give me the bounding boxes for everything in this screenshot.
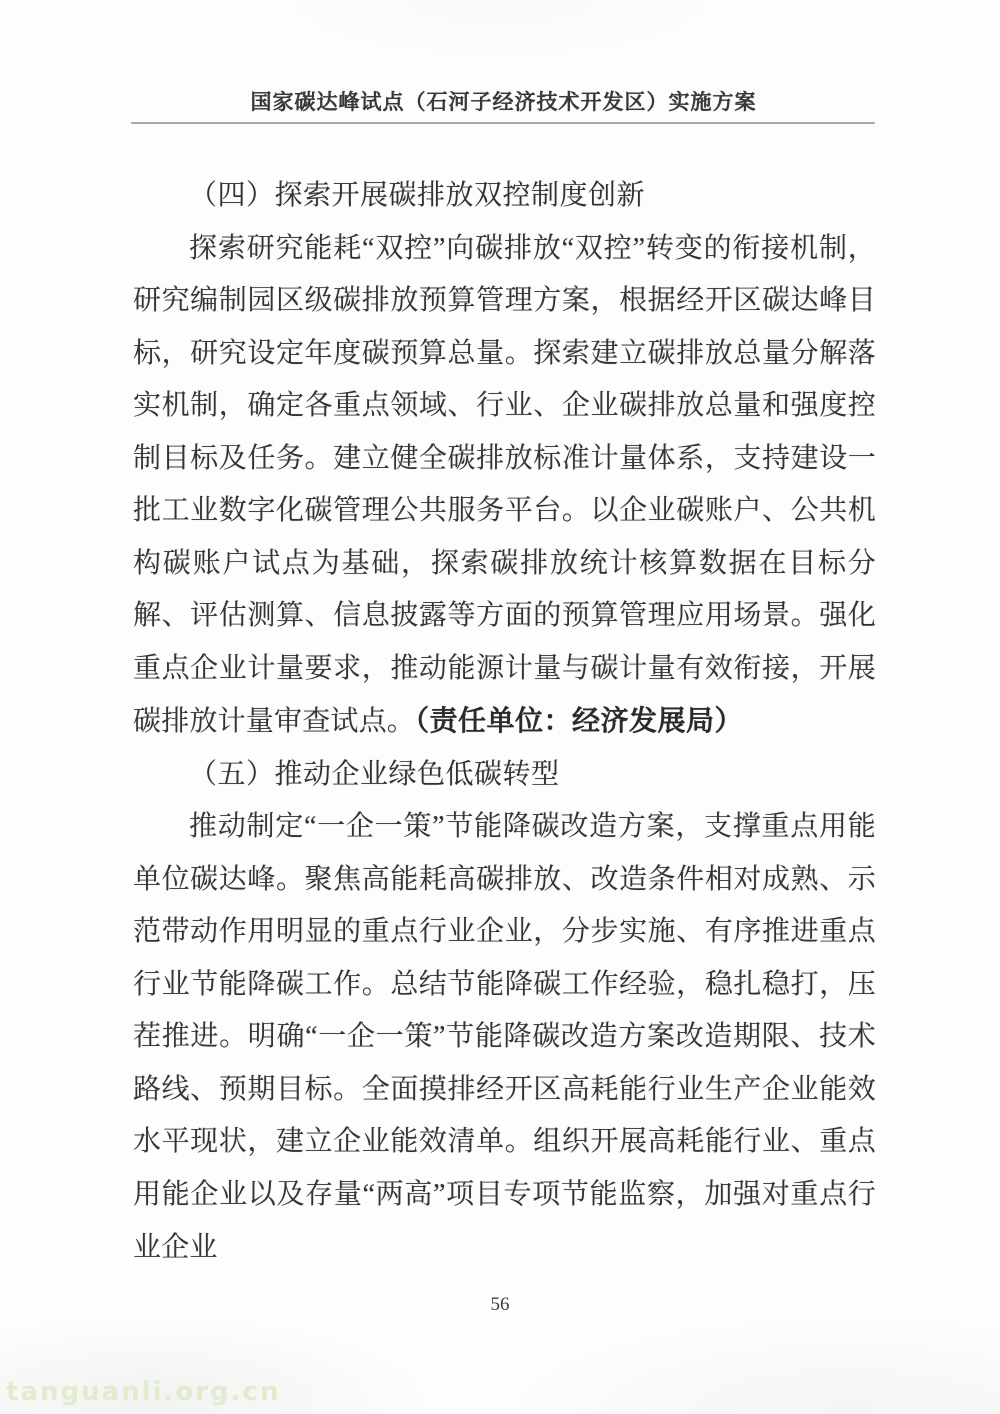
- document-body: [133, 170, 876, 1275]
- page-header-title: 国家碳达峰试点（石河子经济技术开发区）实施方案: [250, 90, 757, 114]
- watermark: tanguanli.org.cn: [6, 1377, 281, 1407]
- responsible-unit-4: （责任单位：经济发展局）: [415, 705, 744, 736]
- body-paragraph-4: [133, 223, 876, 749]
- section-heading-4: （四）探索开展碳排放双控制度创新: [189, 180, 646, 211]
- header-divider: [131, 122, 875, 124]
- paragraph-5-text: 推动制定“一企一策”节能降碳改造方案，支撑重点用能单位碳达峰。聚焦高能耗高碳排放、改造条件相对成熟、示范带动作用明显的重点行业企业，分步实施、有序推进重点行业节能降碳工作。总结节能降碳工作经验，稳扎稳打，压茬推进。明确“一企一策”节能降碳改造方案改造期限、技术路线、预期目标。全面摸排经开区高耗能行业生产企业能效水平现状，建立企业能效清单。组织开展高耗能行业、重点用能企业以及存量“两高”项目专项节能监察，加强对重点行业企业: [133, 811, 876, 1263]
- paragraph-4-text: 探索研究能耗“双控”向碳排放“双控”转变的衔接机制，研究编制园区级碳排放预算管理方案，根据经开区碳达峰目标，研究设定年度碳预算总量。探索建立碳排放总量分解落实机制，确定各重点领域、行业、企业碳排放总量和强度控制目标及任务。建立健全碳排放标准计量体系，支持建设一批工业数字化碳管理公共服务平台。以企业碳账户、公共机构碳账户试点为基础，探索碳排放统计核算数据在目标分解、评估测算、信息披露等方面的预算管理应用场景。强化重点企业计量要求，推动能源计量与碳计量有效衔接，开展碳排放计量审查试点。: [133, 232, 876, 737]
- page-number: 56: [490, 1294, 510, 1315]
- section-heading-5: （五）推动企业绿色低碳转型: [189, 758, 560, 790]
- body-paragraph-5: [133, 801, 876, 1275]
